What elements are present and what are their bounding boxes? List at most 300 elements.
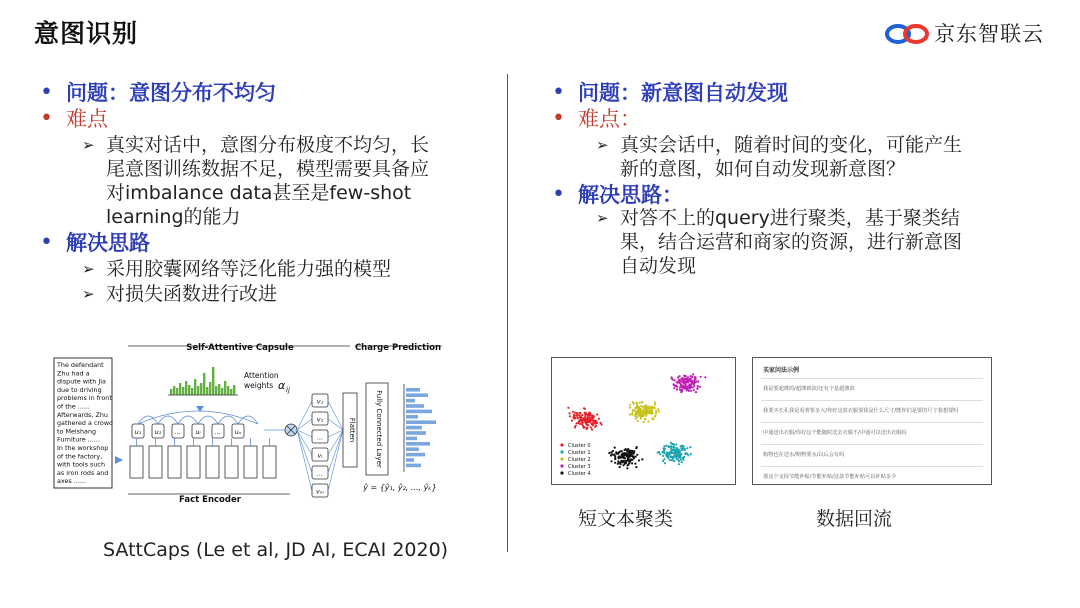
scatter-point <box>667 455 669 457</box>
left-solution: 采用胶囊网络等泛化能力强的模型 <box>106 258 392 280</box>
legend-marker <box>560 471 563 474</box>
flow-row-divider <box>761 466 983 467</box>
output-bar <box>406 420 436 424</box>
scatter-point <box>676 388 678 390</box>
input-text-line: of the ...... <box>57 402 90 411</box>
scatter-point <box>670 442 672 444</box>
flow-title: 买家问法示例 <box>763 367 800 374</box>
encoder-cell <box>130 446 143 478</box>
scatter-point <box>693 379 695 381</box>
scatter-point <box>608 452 610 454</box>
right-difficulty-line: 新的意图，如何自动发现新意图？ <box>620 158 906 180</box>
scatter-point <box>590 426 592 428</box>
flow-row: 我是要超薄的/超薄新款/还有个是超薄款 <box>763 386 855 392</box>
legend-marker <box>560 450 563 453</box>
scatter-point <box>666 452 668 454</box>
scatter-point <box>629 407 631 409</box>
attention-bar <box>197 386 199 395</box>
arrow-bullet-icon: ➢ <box>596 209 609 227</box>
scatter-point <box>675 452 677 454</box>
scatter-point <box>584 412 586 414</box>
scatter-point <box>629 404 631 406</box>
cluster-scatter-plot <box>551 357 736 485</box>
svg-text:v₂: v₂ <box>316 415 324 424</box>
flow-row: 中通送出衣服/你好这个能随时送去衣服不/中通可以送出衣服吗 <box>763 430 907 436</box>
flow-row-divider <box>761 444 983 445</box>
scatter-point <box>675 385 677 387</box>
scatter-point <box>667 445 669 447</box>
capsule-label: Self-Attentive Capsule <box>186 343 294 353</box>
left-heading3: 解决思路 <box>66 231 150 255</box>
yhat-label: ŷ = {ŷ₁, ŷ₂, ..., ŷₖ} <box>363 483 437 492</box>
legend-marker <box>560 457 563 460</box>
scatter-point <box>619 466 621 468</box>
input-text-line: Zhu had a <box>57 369 90 378</box>
arrow-icon <box>115 456 123 464</box>
input-text-line: Furniture ...... <box>57 435 100 444</box>
bullet-dot: • <box>552 182 565 207</box>
attention-bar <box>209 382 211 395</box>
scatter-point <box>678 375 680 377</box>
input-text-line: Afterwards, Zhu <box>57 410 108 419</box>
right-solution-line: 对答不上的query进行聚类，基于聚类结 <box>620 207 960 229</box>
scatter-point <box>627 458 629 460</box>
output-bar <box>406 426 422 430</box>
scatter-point <box>680 384 682 386</box>
scatter-point <box>610 460 612 462</box>
v-capsule <box>297 412 343 430</box>
svg-text:u₂: u₂ <box>154 428 162 436</box>
output-bar <box>406 431 426 435</box>
svg-text:uₙ: uₙ <box>234 428 242 436</box>
scatter-point <box>691 376 693 378</box>
scatter-point <box>677 452 679 454</box>
scatter-point <box>629 413 631 415</box>
scatter-point <box>613 454 615 456</box>
scatter-point <box>600 423 602 425</box>
input-text-line: to Meishang <box>57 427 97 436</box>
scatter-point <box>687 376 689 378</box>
svg-text:...: ... <box>316 469 324 478</box>
scatter-point <box>688 390 690 392</box>
scatter-point <box>635 447 637 449</box>
scatter-point <box>667 457 669 459</box>
attention-bar <box>179 383 181 395</box>
legend-entry: Cluster 2 <box>568 457 591 463</box>
right-heading1: 问题：新意图自动发现 <box>578 81 788 105</box>
scatter-point <box>612 450 614 452</box>
scatter-point <box>637 405 639 407</box>
left-solution: 对损失函数进行改进 <box>106 283 278 305</box>
scatter-point <box>680 447 682 449</box>
scatter-point <box>595 425 597 427</box>
scatter-point <box>655 412 657 414</box>
scatter-point <box>682 447 684 449</box>
attention-bar <box>224 381 226 395</box>
scatter-point <box>641 415 643 417</box>
legend-marker <box>560 464 563 467</box>
scatter-point <box>586 428 588 430</box>
scatter-point <box>641 401 643 403</box>
scatter-point <box>573 417 575 419</box>
flow-row: 购物也在送水/购物要水/以后会有吗 <box>763 452 845 458</box>
scatter-point <box>671 452 673 454</box>
page-title: 意图识别 <box>34 19 139 48</box>
scatter-point <box>581 423 583 425</box>
scatter-point <box>579 415 581 417</box>
output-bar <box>406 399 415 403</box>
scatter-point <box>644 418 646 420</box>
attention-bar <box>230 389 232 395</box>
left-heading2: 难点 <box>66 107 108 131</box>
scatter-point <box>635 407 637 409</box>
output-bar <box>406 393 428 397</box>
scatter-point <box>635 411 637 413</box>
scatter-point <box>690 390 692 392</box>
scatter-point <box>675 443 677 445</box>
svg-text:vⱼ: vⱼ <box>317 451 323 460</box>
scatter-point <box>633 453 635 455</box>
arrow-bullet-icon: ➢ <box>596 136 609 154</box>
scatter-point <box>589 417 591 419</box>
alpha-subscript: ij <box>286 386 290 394</box>
scatter-point <box>624 457 626 459</box>
scatter-point <box>658 410 660 412</box>
scatter-point <box>671 456 673 458</box>
input-text-line: of the factory, <box>57 452 103 461</box>
scatter-point <box>595 420 597 422</box>
scatter-point <box>651 406 653 408</box>
scatter-point <box>679 379 681 381</box>
scatter-point <box>662 455 664 457</box>
left-difficulty-line: learning的能力 <box>106 206 241 228</box>
scatter-point <box>635 466 637 468</box>
scatter-point <box>626 450 628 452</box>
svg-text:...: ... <box>316 433 324 442</box>
scatter-point <box>674 447 676 449</box>
input-text-line: In the workshop <box>57 444 109 452</box>
scatter-point <box>596 413 598 415</box>
u-capsule <box>232 424 244 438</box>
svg-text:vₘ: vₘ <box>316 487 324 496</box>
attention-label: Attention <box>244 371 279 380</box>
scatter-point <box>581 419 583 421</box>
flow-row-divider <box>761 400 983 401</box>
scatter-point <box>621 455 623 457</box>
scatter-point <box>687 387 689 389</box>
attention-arc <box>178 416 198 424</box>
logo-text: 京东智联云 <box>934 22 1044 46</box>
output-bar <box>406 453 425 457</box>
scatter-point <box>636 403 638 405</box>
legend-entry: Cluster 1 <box>568 450 591 456</box>
jd-cloud-logo <box>884 18 934 50</box>
scatter-point <box>625 452 627 454</box>
flatten-label: Flatten <box>348 417 356 443</box>
left-difficulty-line: 对imbalance data甚至是few-shot <box>106 182 412 204</box>
scatter-point <box>576 414 578 416</box>
scatter-point <box>650 413 652 415</box>
scatter-point <box>631 462 633 464</box>
scatter-point <box>659 453 661 455</box>
flow-row-divider <box>761 378 983 379</box>
scatter-point <box>578 412 580 414</box>
right-solution-line: 果，结合运营和商家的资源，进行新意图 <box>620 231 963 253</box>
scatter-point <box>579 423 581 425</box>
scatter-point <box>584 419 586 421</box>
attention-bar <box>173 386 175 395</box>
input-text-line: with tools such <box>57 460 105 469</box>
scatter-point <box>645 404 647 406</box>
scatter-point <box>573 415 575 417</box>
scatter-point <box>587 424 589 426</box>
attention-bar <box>206 387 208 395</box>
scatter-point <box>620 461 622 463</box>
scatter-point <box>576 417 578 419</box>
charge-label: Charge Prediction <box>354 343 442 353</box>
legend-marker <box>560 443 563 446</box>
output-bar <box>406 404 424 408</box>
flow-row: 那这个支持节能补贴/节能补贴/这款节能补贴可以补贴多少 <box>763 474 897 480</box>
scatter-point <box>614 462 616 464</box>
legend-entry: Cluster 4 <box>568 471 591 477</box>
scatter-point <box>700 376 702 378</box>
input-text-line: The defendant <box>57 361 104 369</box>
input-text-line: gathered a crowd <box>57 419 114 428</box>
scatter-point <box>588 421 590 423</box>
scatter-point <box>641 458 643 460</box>
flow-row-divider <box>761 422 983 423</box>
scatter-point <box>636 401 638 403</box>
output-bar <box>406 415 418 419</box>
attention-arc <box>198 416 218 424</box>
scatter-point <box>575 425 577 427</box>
output-bar <box>406 447 419 451</box>
scatter-point <box>672 449 674 451</box>
scatter-point <box>704 376 706 378</box>
scatter-point <box>637 420 639 422</box>
scatter-point <box>689 384 691 386</box>
scatter-point <box>635 456 637 458</box>
scatter-point <box>690 453 692 455</box>
left-heading1: 问题：意图分布不均匀 <box>66 81 276 105</box>
scatter-point <box>622 460 624 462</box>
scatter-point <box>586 419 588 421</box>
scatter-point <box>678 463 680 465</box>
scatter-point <box>684 449 686 451</box>
u-capsule <box>152 424 164 438</box>
scatter-point <box>694 376 696 378</box>
scatter-point <box>622 464 624 466</box>
scatter-point <box>682 385 684 387</box>
scatter-point <box>655 410 657 412</box>
scatter-point <box>638 407 640 409</box>
scatter-point <box>681 461 683 463</box>
scatter-point <box>576 412 578 414</box>
scatter-point <box>647 408 649 410</box>
scatter-point <box>654 401 656 403</box>
attention-bar <box>194 379 196 395</box>
sattcaps-figure <box>50 338 450 508</box>
scatter-point <box>673 443 675 445</box>
bullet-dot: • <box>552 80 565 105</box>
attention-arc <box>218 416 238 424</box>
scatter-point <box>588 413 590 415</box>
attention-bar <box>182 387 184 395</box>
attention-bar <box>218 384 220 395</box>
scatter-point <box>617 452 619 454</box>
scatter-point <box>673 387 675 389</box>
scatter-point <box>593 416 595 418</box>
scatter-point <box>635 418 637 420</box>
scatter-point <box>638 459 640 461</box>
bullet-dot: • <box>552 106 565 131</box>
scatter-point <box>658 451 660 453</box>
scatter-point <box>629 460 631 462</box>
output-bar <box>406 458 414 462</box>
scatter-point <box>692 373 694 375</box>
attention-arc <box>138 411 258 424</box>
scatter-point <box>643 408 645 410</box>
scatter-point <box>676 382 678 384</box>
input-text-line: problems in front <box>57 394 112 403</box>
scatter-point <box>634 463 636 465</box>
scatter-point <box>636 454 638 456</box>
encoder-label: Fact Encoder <box>179 495 241 505</box>
scatter-point <box>665 455 667 457</box>
svg-text:uᵢ: uᵢ <box>195 428 201 436</box>
attention-bar <box>200 383 202 395</box>
cluster-caption: 短文本聚类 <box>578 508 674 530</box>
scatter-point <box>583 427 585 429</box>
attention-bars <box>170 367 235 395</box>
svg-text:u₁: u₁ <box>134 428 142 436</box>
attention-bar <box>227 386 229 395</box>
scatter-point <box>627 464 629 466</box>
scatter-point <box>680 390 682 392</box>
scatter-point <box>683 456 685 458</box>
right-heading3: 解决思路： <box>578 183 683 207</box>
attention-bar <box>191 388 193 395</box>
attention-bar <box>215 386 217 395</box>
scatter-point <box>669 459 671 461</box>
arrow-bullet-icon: ➢ <box>82 136 95 154</box>
attention-arc <box>158 416 178 424</box>
scatter-point <box>673 460 675 462</box>
attention-bar <box>176 388 178 395</box>
input-text-lines <box>56 361 113 485</box>
flow-caption: 数据回流 <box>816 508 893 530</box>
output-bar <box>406 442 430 446</box>
attention-bar <box>203 373 205 395</box>
scatter-point <box>614 447 616 449</box>
input-text-line: axes ...... <box>57 477 86 486</box>
right-heading2: 难点： <box>578 107 641 131</box>
scatter-point <box>632 410 634 412</box>
scatter-point <box>591 419 593 421</box>
output-bar <box>406 464 421 468</box>
scatter-point <box>669 453 671 455</box>
attention-bar <box>221 388 223 395</box>
scatter-point <box>591 429 593 431</box>
left-difficulty-line: 尾意图训练数据不足，模型需要具备应 <box>106 158 430 180</box>
scatter-point <box>696 388 698 390</box>
scatter-point <box>648 406 650 408</box>
output-bar <box>406 388 420 392</box>
encoder-cell <box>187 446 200 478</box>
svg-text:...: ... <box>214 428 222 436</box>
input-text-line: due to driving <box>57 385 102 394</box>
weights-label: weights <box>244 381 274 390</box>
scatter-point <box>695 381 697 383</box>
scatter-point <box>673 379 675 381</box>
scatter-point <box>581 414 583 416</box>
scatter-point <box>686 453 688 455</box>
scatter-point <box>614 457 616 459</box>
svg-text:...: ... <box>174 428 182 436</box>
scatter-point <box>686 389 688 391</box>
scatter-point <box>653 407 655 409</box>
encoder-cell <box>168 446 181 478</box>
scatter-point <box>690 381 692 383</box>
scatter-point <box>596 422 598 424</box>
scatter-point <box>639 402 641 404</box>
scatter-point <box>617 460 619 462</box>
encoder-cell <box>263 446 276 478</box>
legend-entry: Cluster 0 <box>568 443 591 449</box>
scatter-point <box>684 375 686 377</box>
scatter-point <box>689 378 691 380</box>
scatter-point <box>567 407 569 409</box>
scatter-point <box>649 408 651 410</box>
scatter-point <box>675 456 677 458</box>
scatter-point <box>663 445 665 447</box>
scatter-point <box>686 447 688 449</box>
scatter-point <box>679 386 681 388</box>
scatter-point <box>631 414 633 416</box>
left-caption: SAttCaps (Le et al, JD AI, ECAI 2020) <box>103 539 449 561</box>
scatter-point <box>671 376 673 378</box>
data-flow-panel <box>752 357 992 485</box>
scatter-point <box>585 422 587 424</box>
scatter-point <box>632 401 634 403</box>
scatter-point <box>572 411 574 413</box>
left-difficulty-line: 真实对话中，意图分布极度不均匀，长 <box>106 134 430 156</box>
u-capsule <box>132 424 144 438</box>
attention-bar <box>170 389 172 395</box>
u-capsule <box>192 424 204 438</box>
scatter-point <box>697 385 699 387</box>
scatter-point <box>598 418 600 420</box>
scatter-point <box>693 385 695 387</box>
u-capsule <box>172 424 184 438</box>
encoder-cell <box>225 446 238 478</box>
svg-text:v₁: v₁ <box>316 397 324 406</box>
output-bar <box>406 410 432 414</box>
scatter-point <box>650 410 652 412</box>
scatter-point <box>663 458 665 460</box>
alpha-label: α <box>278 379 286 392</box>
scatter-point <box>646 411 648 413</box>
scatter-point <box>684 381 686 383</box>
attention-bar <box>188 385 190 395</box>
column-divider <box>507 74 508 552</box>
scatter-point <box>681 445 683 447</box>
scatter-point <box>584 417 586 419</box>
attention-bar <box>233 385 235 395</box>
bullet-dot: • <box>40 230 53 255</box>
scatter-point <box>618 455 620 457</box>
